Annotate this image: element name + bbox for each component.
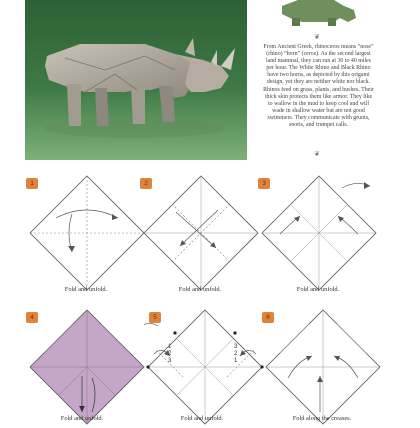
step-2-diagram <box>140 172 262 294</box>
ornament-bottom: ❦ <box>314 150 320 158</box>
step-2-number: 2 <box>140 178 152 189</box>
step-5-caption: Fold and unfold. <box>180 415 224 422</box>
step-1-diagram <box>26 172 148 294</box>
step-5-label-right-2: 2 <box>234 351 238 357</box>
step-6-diagram <box>262 306 384 428</box>
step-5-diagram <box>144 306 266 428</box>
rhinoceros-photo <box>25 0 247 160</box>
step-2-caption: Fold and unfold. <box>178 286 222 293</box>
step-6-caption: Fold along the creases. <box>292 415 352 422</box>
step-5-label-right-1: 3 <box>234 344 238 350</box>
step-4-number: 4 <box>26 312 38 323</box>
ornament-top: ❦ <box>314 33 320 41</box>
step-5-label-left-3: 3 <box>168 358 172 364</box>
step-5-label-right-3: 1 <box>234 358 238 364</box>
step-5-label-left-1: 1 <box>168 344 172 350</box>
step-1-caption: Fold and unfold. <box>64 286 108 293</box>
step-5-number: 5 <box>149 312 161 323</box>
step-1-number: 1 <box>26 178 38 189</box>
step-5-label-left-2: 2 <box>168 351 172 357</box>
step-3-caption: Fold and unfold. <box>296 286 340 293</box>
step-4-caption: Fold and unfold. <box>60 415 104 422</box>
step-6-number: 6 <box>262 312 274 323</box>
step-3-diagram <box>258 172 380 294</box>
step-3-number: 3 <box>258 178 270 189</box>
article-paragraph: From Ancient Greek, rhinoceros means “nose” (rhino) “horn” (ceros). As the second largest land mammal, they can run at 30 to 40 miles per hour. The White Rhino and Black Rhino have two horns, as depicted by this origami design, yet they are neither white nor black. Rhinos feed on grass, plants, and bushes. Their thick skin protects them like armor. They like to wallow in the mud to keep cool and will wade in shallow water but are not good swimmers. They communicate with grunts, snorts, and trumpet calls. <box>263 44 374 129</box>
step-4-diagram <box>26 306 148 428</box>
rhinoceros-thumbnail <box>278 0 358 26</box>
